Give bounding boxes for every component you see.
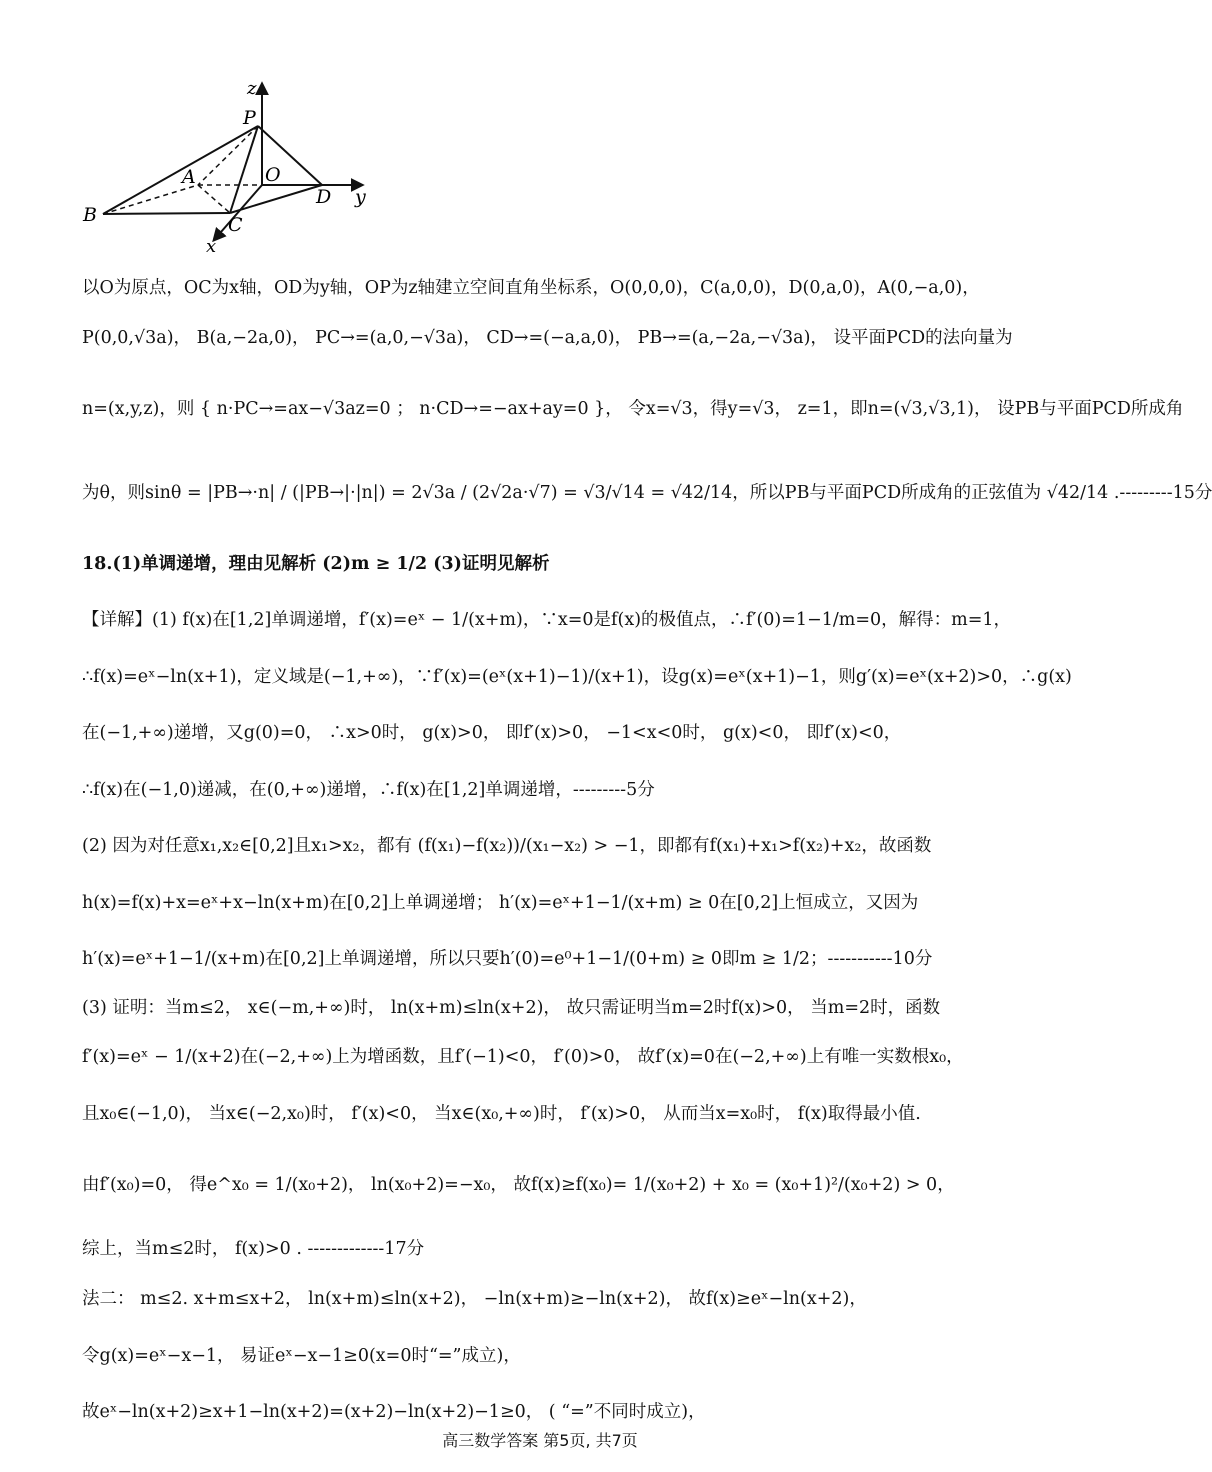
solution-line: f′(x)=eˣ − 1/(x+2)在(−2,+∞)上为增函数，且f′(−1)<0， f′(0)>0， 故f′(x)=0在(−2,+∞)上有唯一实数根x₀， [82, 1047, 964, 1067]
solution-line: ∴f(x)=eˣ−ln(x+1)，定义域是(−1,+∞)，∵f′(x)=(eˣ(x+1)−1)/(x+1)，设g(x)=eˣ(x+1)−1，则g′(x)=eˣ(x+2)>0，∴g(x) [82, 667, 1072, 687]
solution-line: 故eˣ−ln(x+2)≥x+1−ln(x+2)=(x+2)−ln(x+2)−1≥0， ( “=”不同时成立)， [82, 1402, 706, 1422]
label-C: C [228, 214, 243, 236]
question-18-answer: 18.(1)单调递增，理由见解析 (2)m ≥ 1/2 (3)证明见解析 [82, 554, 550, 574]
solution-line: 【详解】(1) f(x)在[1,2]单调递增，f′(x)=eˣ − 1/(x+m)，∵x=0是f(x)的极值点，∴f′(0)=1−1/m=0，解得：m=1， [82, 610, 1012, 630]
solution-line: h′(x)=eˣ+1−1/(x+m)在[0,2]上单调递增，所以只要h′(0)=e⁰+1−1/(0+m) ≥ 0即m ≥ 1/2；-----------10分 [82, 949, 933, 969]
label-A: A [182, 166, 196, 188]
solution-line: 以O为原点，OC为x轴，OD为y轴，OP为z轴建立空间直角坐标系，O(0,0,0)，C(a,0,0)，D(0,a,0)，A(0,−a,0)， [82, 278, 980, 298]
solution-line: h(x)=f(x)+x=eˣ+x−ln(x+m)在[0,2]上单调递增； h′(x)=eˣ+1−1/(x+m) ≥ 0在[0,2]上恒成立，又因为 [82, 893, 919, 913]
solution-line: 综上，当m≤2时， f(x)>0 . -------------17分 [82, 1239, 425, 1259]
solution-line: 法二： m≤2. x+m≤x+2， ln(x+m)≤ln(x+2)， −ln(x+m)≥−ln(x+2)， 故f(x)≥eˣ−ln(x+2)， [82, 1289, 867, 1309]
label-z: z [247, 78, 257, 99]
edge-AC [198, 185, 230, 213]
solution-line: 且x₀∈(−1,0)， 当x∈(−2,x₀)时， f′(x)<0， 当x∈(x₀,+∞)时， f′(x)>0， 从而当x=x₀时， f(x)取得最小值. [82, 1104, 921, 1124]
page-footer: 高三数学答案 第5页, 共7页 [442, 1431, 638, 1450]
solution-line: (2) 因为对任意x₁,x₂∈[0,2]且x₁>x₂，都有 (f(x₁)−f(x₂))/(x₁−x₂) > −1，即都有f(x₁)+x₁>f(x₂)+x₂，故函数 [82, 836, 932, 856]
edge-BA [103, 185, 198, 214]
solution-line: 在(−1,+∞)递增，又g(0)=0， ∴x>0时， g(x)>0， 即f′(x)>0， −1<x<0时， g(x)<0， 即f′(x)<0， [82, 723, 902, 743]
edge-CD [230, 185, 322, 213]
label-O: O [265, 164, 281, 186]
label-x: x [206, 236, 217, 257]
solution-line: 为θ，则sinθ = |PB→·n| / (|PB→|·|n|) = 2√3a / (2√2a·√7) = √3/√14 = √42/14，所以PB与平面PCD所成角的正弦值为 √42/14 .---------15分 [82, 483, 1212, 503]
edge-BC [103, 213, 230, 214]
label-P: P [243, 107, 256, 129]
solution-line: 由f′(x₀)=0， 得e^x₀ = 1/(x₀+2)， ln(x₀+2)=−x₀， 故f(x)≥f(x₀)= 1/(x₀+2) + x₀ = (x₀+1)²/(x₀+2) > 0， [82, 1175, 955, 1195]
solution-line: (3) 证明：当m≤2， x∈(−m,+∞)时， ln(x+m)≤ln(x+2)， 故只需证明当m=2时f(x)>0， 当m=2时，函数 [82, 998, 941, 1018]
label-B: B [83, 204, 97, 226]
geometry-figure [0, 0, 1080, 260]
solution-line: n=(x,y,z)，则 { n·PC→=ax−√3az=0 ； n·CD→=−ax+ay=0 }， 令x=√3，得y=√3， z=1，即n=(√3,√3,1)， 设PB与平面PCD所成角 [82, 399, 1184, 419]
solution-line: P(0,0,√3a)， B(a,−2a,0)， PC→=(a,0,−√3a)， CD→=(−a,a,0)， PB→=(a,−2a,−√3a)， 设平面PCD的法向量为 [82, 328, 1013, 348]
label-y: y [355, 186, 366, 208]
solution-line: ∴f(x)在(−1,0)递减，在(0,+∞)递增，∴f(x)在[1,2]单调递增，---------5分 [82, 780, 655, 800]
label-D: D [316, 186, 332, 208]
solution-line: 令g(x)=eˣ−x−1， 易证eˣ−x−1≥0(x=0时“=”成立)， [82, 1346, 521, 1366]
